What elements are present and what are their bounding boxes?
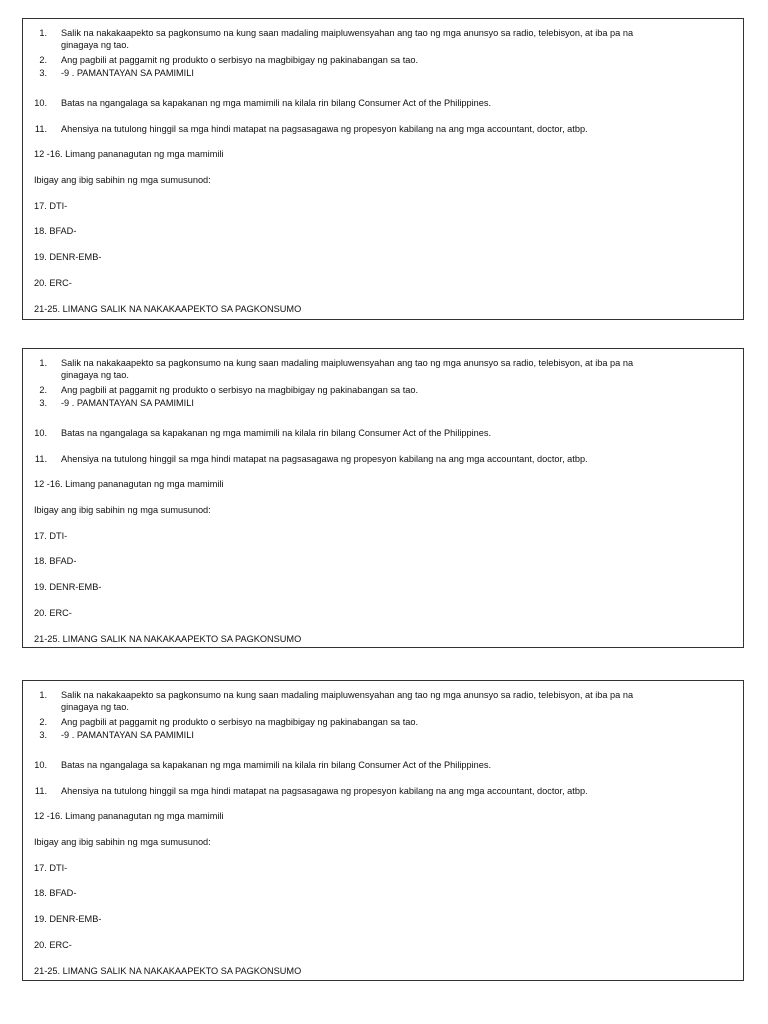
item-1-text-cont: ginagaya ng tao. xyxy=(61,370,129,380)
instruction-text: Ibigay ang ibig sabihin ng mga sumusunod: xyxy=(34,837,211,847)
item-21-25-text: 21-25. LIMANG SALIK NA NAKAKAAPEKTO SA PAGKONSUMO xyxy=(34,634,302,644)
item-2-text: Ang pagbili at paggamit ng produkto o serbisyo na magbibigay ng pakinabangan sa tao. xyxy=(61,55,419,65)
item-10-number: 10. xyxy=(34,98,47,108)
item-2-number: 2. xyxy=(39,385,47,395)
quiz-box-2 xyxy=(22,348,744,648)
item-12-16-text: 12 -16. Limang pananagutan ng mga mamimili xyxy=(34,149,224,159)
item-3-number: 3. xyxy=(39,730,47,740)
item-18-text: 18. BFAD- xyxy=(34,226,77,236)
instruction-text: Ibigay ang ibig sabihin ng mga sumusunod: xyxy=(34,505,211,515)
item-3-number: 3. xyxy=(39,68,47,78)
item-11-text: Ahensiya na tutulong hinggil sa mga hindi matapat na pagsasagawa ng propesyon kabilang na ang mga accountant, doctor, atbp. xyxy=(61,124,588,134)
item-19-text: 19. DENR-EMB- xyxy=(34,582,102,592)
item-10-number: 10. xyxy=(34,428,47,438)
item-19-text: 19. DENR-EMB- xyxy=(34,914,102,924)
quiz-box-1 xyxy=(22,18,744,320)
item-11-text: Ahensiya na tutulong hinggil sa mga hindi matapat na pagsasagawa ng propesyon kabilang na ang mga accountant, doctor, atbp. xyxy=(61,454,588,464)
item-3-text: -9 . PAMANTAYAN SA PAMIMILI xyxy=(61,398,194,408)
item-2-text: Ang pagbili at paggamit ng produkto o serbisyo na magbibigay ng pakinabangan sa tao. xyxy=(61,385,419,395)
item-2-number: 2. xyxy=(39,55,47,65)
item-1-number: 1. xyxy=(39,358,47,368)
item-12-16-text: 12 -16. Limang pananagutan ng mga mamimili xyxy=(34,811,224,821)
item-3-text: -9 . PAMANTAYAN SA PAMIMILI xyxy=(61,730,194,740)
item-17-text: 17. DTI- xyxy=(34,201,68,211)
item-21-25-text: 21-25. LIMANG SALIK NA NAKAKAAPEKTO SA PAGKONSUMO xyxy=(34,966,302,976)
item-1-text: Salik na nakakaapekto sa pagkonsumo na kung saan madaling maipluwensyahan ang tao ng mga anunsyo sa radio, telebisyon, at iba pa na xyxy=(61,690,634,700)
item-19-text: 19. DENR-EMB- xyxy=(34,252,102,262)
item-11-number: 11. xyxy=(34,454,47,464)
item-18-text: 18. BFAD- xyxy=(34,556,77,566)
item-18-text: 18. BFAD- xyxy=(34,888,77,898)
item-20-text: 20. ERC- xyxy=(34,608,72,618)
item-3-number: 3. xyxy=(39,398,47,408)
item-20-text: 20. ERC- xyxy=(34,278,72,288)
item-10-number: 10. xyxy=(34,760,47,770)
item-17-text: 17. DTI- xyxy=(34,531,68,541)
item-10-text: Batas na ngangalaga sa kapakanan ng mga mamimili na kilala rin bilang Consumer Act of the Philippines. xyxy=(61,760,492,770)
item-3-text: -9 . PAMANTAYAN SA PAMIMILI xyxy=(61,68,194,78)
item-21-25-text: 21-25. LIMANG SALIK NA NAKAKAAPEKTO SA PAGKONSUMO xyxy=(34,304,302,314)
item-17-text: 17. DTI- xyxy=(34,863,68,873)
item-2-number: 2. xyxy=(39,717,47,727)
item-1-number: 1. xyxy=(39,690,47,700)
item-1-text: Salik na nakakaapekto sa pagkonsumo na kung saan madaling maipluwensyahan ang tao ng mga anunsyo sa radio, telebisyon, at iba pa na xyxy=(61,28,634,38)
item-1-text-cont: ginagaya ng tao. xyxy=(61,702,129,712)
item-11-text: Ahensiya na tutulong hinggil sa mga hindi matapat na pagsasagawa ng propesyon kabilang na ang mga accountant, doctor, atbp. xyxy=(61,786,588,796)
item-20-text: 20. ERC- xyxy=(34,940,72,950)
item-2-text: Ang pagbili at paggamit ng produkto o serbisyo na magbibigay ng pakinabangan sa tao. xyxy=(61,717,419,727)
item-10-text: Batas na ngangalaga sa kapakanan ng mga mamimili na kilala rin bilang Consumer Act of the Philippines. xyxy=(61,98,492,108)
item-12-16-text: 12 -16. Limang pananagutan ng mga mamimili xyxy=(34,479,224,489)
instruction-text: Ibigay ang ibig sabihin ng mga sumusunod: xyxy=(34,175,211,185)
item-11-number: 11. xyxy=(34,124,47,134)
item-11-number: 11. xyxy=(34,786,47,796)
item-1-text-cont: ginagaya ng tao. xyxy=(61,40,129,50)
item-1-number: 1. xyxy=(39,28,47,38)
item-1-text: Salik na nakakaapekto sa pagkonsumo na kung saan madaling maipluwensyahan ang tao ng mga anunsyo sa radio, telebisyon, at iba pa na xyxy=(61,358,634,368)
item-10-text: Batas na ngangalaga sa kapakanan ng mga mamimili na kilala rin bilang Consumer Act of the Philippines. xyxy=(61,428,492,438)
quiz-box-3 xyxy=(22,680,744,981)
